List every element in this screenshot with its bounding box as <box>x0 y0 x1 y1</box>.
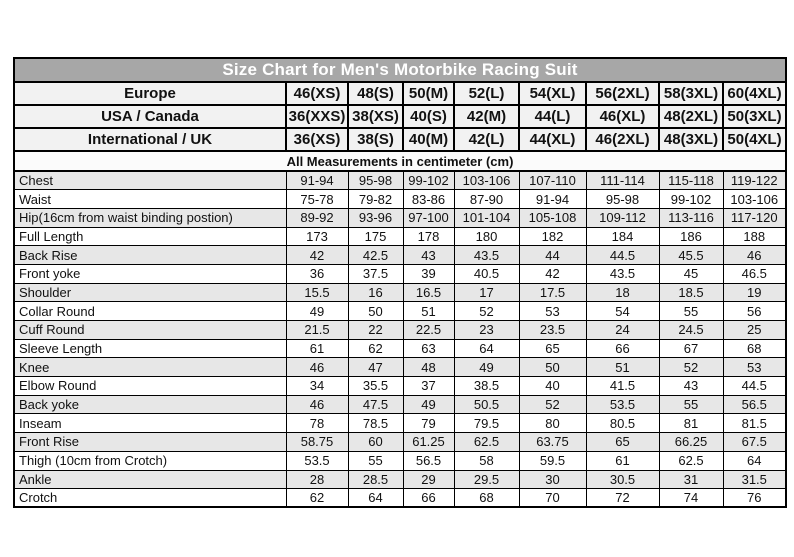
size-value-cell: 40(S) <box>403 105 454 128</box>
measurement-value-cell: 65 <box>586 433 659 452</box>
measurement-value-cell: 61 <box>286 339 348 358</box>
measurement-value-cell: 38.5 <box>454 377 519 396</box>
measurement-value-cell: 117-120 <box>723 208 786 227</box>
measurement-value-cell: 49 <box>454 358 519 377</box>
measurement-value-cell: 79.5 <box>454 414 519 433</box>
size-value-cell: 48(2XL) <box>659 105 723 128</box>
measurement-value-cell: 66 <box>403 489 454 508</box>
size-system-row <box>14 128 786 151</box>
measurement-value-cell: 46.5 <box>723 264 786 283</box>
size-value-cell: 38(S) <box>348 128 403 151</box>
measurement-label: Collar Round <box>14 302 286 321</box>
measurement-value-cell: 19 <box>723 283 786 302</box>
measurement-value-cell: 103-106 <box>454 171 519 190</box>
measurement-label: Back Rise <box>14 246 286 265</box>
measurement-value-cell: 17.5 <box>519 283 586 302</box>
measurement-value-cell: 47.5 <box>348 395 403 414</box>
measurement-value-cell: 42 <box>519 264 586 283</box>
measurement-value-cell: 47 <box>348 358 403 377</box>
measurement-value-cell: 53 <box>723 358 786 377</box>
size-value-cell: 52(L) <box>454 82 519 105</box>
measurement-value-cell: 43 <box>659 377 723 396</box>
measurement-value-cell: 64 <box>723 451 786 470</box>
measurement-label: Sleeve Length <box>14 339 286 358</box>
size-system-label: Europe <box>14 82 286 105</box>
measurement-value-cell: 95-98 <box>586 190 659 209</box>
measurement-value-cell: 44 <box>519 246 586 265</box>
measurement-value-cell: 180 <box>454 227 519 246</box>
measurement-value-cell: 29 <box>403 470 454 489</box>
size-value-cell: 48(S) <box>348 82 403 105</box>
measurement-value-cell: 62 <box>348 339 403 358</box>
measurement-value-cell: 52 <box>659 358 723 377</box>
measurement-value-cell: 42.5 <box>348 246 403 265</box>
measurement-value-cell: 83-86 <box>403 190 454 209</box>
measurement-value-cell: 25 <box>723 321 786 340</box>
measurement-value-cell: 46 <box>723 246 786 265</box>
measurement-value-cell: 35.5 <box>348 377 403 396</box>
measurement-value-cell: 81 <box>659 414 723 433</box>
measurement-row <box>14 414 786 433</box>
measurement-value-cell: 93-96 <box>348 208 403 227</box>
measurement-value-cell: 65 <box>519 339 586 358</box>
measurement-value-cell: 34 <box>286 377 348 396</box>
measurement-value-cell: 61.25 <box>403 433 454 452</box>
measurement-label: Chest <box>14 171 286 190</box>
measurement-value-cell: 50 <box>519 358 586 377</box>
measurement-label: Ankle <box>14 470 286 489</box>
measurement-value-cell: 91-94 <box>519 190 586 209</box>
measurement-value-cell: 55 <box>659 302 723 321</box>
size-value-cell: 44(XL) <box>519 128 586 151</box>
measurement-value-cell: 188 <box>723 227 786 246</box>
measurement-value-cell: 48 <box>403 358 454 377</box>
measurement-row <box>14 433 786 452</box>
measurement-value-cell: 52 <box>454 302 519 321</box>
measurement-value-cell: 55 <box>659 395 723 414</box>
measurement-value-cell: 59.5 <box>519 451 586 470</box>
measurement-value-cell: 79 <box>403 414 454 433</box>
measurement-value-cell: 87-90 <box>454 190 519 209</box>
measurement-value-cell: 115-118 <box>659 171 723 190</box>
measurement-value-cell: 63 <box>403 339 454 358</box>
size-value-cell: 46(2XL) <box>586 128 659 151</box>
measurement-value-cell: 49 <box>403 395 454 414</box>
measurement-value-cell: 113-116 <box>659 208 723 227</box>
measurement-row <box>14 470 786 489</box>
measurement-value-cell: 91-94 <box>286 171 348 190</box>
measurement-row <box>14 358 786 377</box>
measurement-value-cell: 31.5 <box>723 470 786 489</box>
measurement-value-cell: 97-100 <box>403 208 454 227</box>
measurement-value-cell: 56.5 <box>403 451 454 470</box>
measurement-value-cell: 70 <box>519 489 586 508</box>
chart-title: Size Chart for Men's Motorbike Racing Suit <box>14 58 786 82</box>
measurement-row <box>14 451 786 470</box>
measurement-row <box>14 227 786 246</box>
measurement-value-cell: 15.5 <box>286 283 348 302</box>
measurement-value-cell: 184 <box>586 227 659 246</box>
measurement-value-cell: 21.5 <box>286 321 348 340</box>
measurement-row <box>14 395 786 414</box>
measurement-value-cell: 80 <box>519 414 586 433</box>
measurement-label: Waist <box>14 190 286 209</box>
measurement-value-cell: 58.75 <box>286 433 348 452</box>
size-value-cell: 36(XS) <box>286 128 348 151</box>
measurement-value-cell: 50 <box>348 302 403 321</box>
size-value-cell: 58(3XL) <box>659 82 723 105</box>
measurement-value-cell: 43.5 <box>454 246 519 265</box>
measurement-value-cell: 58 <box>454 451 519 470</box>
measurement-value-cell: 111-114 <box>586 171 659 190</box>
size-value-cell: 46(XL) <box>586 105 659 128</box>
size-value-cell: 40(M) <box>403 128 454 151</box>
size-value-cell: 42(L) <box>454 128 519 151</box>
measurement-value-cell: 60 <box>348 433 403 452</box>
measurement-value-cell: 54 <box>586 302 659 321</box>
size-value-cell: 44(L) <box>519 105 586 128</box>
measurement-label: Thigh (10cm from Crotch) <box>14 451 286 470</box>
measurement-value-cell: 178 <box>403 227 454 246</box>
size-system-row <box>14 105 786 128</box>
measurement-value-cell: 29.5 <box>454 470 519 489</box>
measurement-label: Front Rise <box>14 433 286 452</box>
measurement-row <box>14 302 786 321</box>
measurement-label: Back yoke <box>14 395 286 414</box>
measurement-row <box>14 208 786 227</box>
measurement-value-cell: 68 <box>723 339 786 358</box>
measurement-value-cell: 81.5 <box>723 414 786 433</box>
size-value-cell: 60(4XL) <box>723 82 786 105</box>
measurement-value-cell: 76 <box>723 489 786 508</box>
size-system-row <box>14 82 786 105</box>
measurement-value-cell: 53.5 <box>286 451 348 470</box>
measurement-value-cell: 36 <box>286 264 348 283</box>
measurement-value-cell: 68 <box>454 489 519 508</box>
measurement-value-cell: 43.5 <box>586 264 659 283</box>
measurement-value-cell: 56 <box>723 302 786 321</box>
measurement-value-cell: 50.5 <box>454 395 519 414</box>
measurement-label: Cuff Round <box>14 321 286 340</box>
measurement-value-cell: 37 <box>403 377 454 396</box>
measurement-value-cell: 55 <box>348 451 403 470</box>
measurement-value-cell: 28 <box>286 470 348 489</box>
size-value-cell: 42(M) <box>454 105 519 128</box>
measurement-row <box>14 377 786 396</box>
measurement-value-cell: 45.5 <box>659 246 723 265</box>
measurement-value-cell: 22.5 <box>403 321 454 340</box>
measurement-value-cell: 37.5 <box>348 264 403 283</box>
measurement-value-cell: 78.5 <box>348 414 403 433</box>
measurement-value-cell: 22 <box>348 321 403 340</box>
measurement-value-cell: 103-106 <box>723 190 786 209</box>
measurement-value-cell: 45 <box>659 264 723 283</box>
measurement-label: Crotch <box>14 489 286 508</box>
measurement-value-cell: 101-104 <box>454 208 519 227</box>
measurement-row <box>14 190 786 209</box>
chart-title-row <box>14 58 786 82</box>
size-chart-table <box>13 57 787 508</box>
measurement-value-cell: 53 <box>519 302 586 321</box>
measurement-value-cell: 173 <box>286 227 348 246</box>
measurement-value-cell: 24.5 <box>659 321 723 340</box>
measurement-value-cell: 95-98 <box>348 171 403 190</box>
measurement-value-cell: 107-110 <box>519 171 586 190</box>
measurement-row <box>14 171 786 190</box>
measurement-value-cell: 67.5 <box>723 433 786 452</box>
measurement-value-cell: 30 <box>519 470 586 489</box>
size-value-cell: 48(3XL) <box>659 128 723 151</box>
measurement-label: Knee <box>14 358 286 377</box>
measurement-label: Full Length <box>14 227 286 246</box>
measurement-label: Front yoke <box>14 264 286 283</box>
measurement-value-cell: 67 <box>659 339 723 358</box>
size-value-cell: 50(M) <box>403 82 454 105</box>
measurement-value-cell: 23.5 <box>519 321 586 340</box>
measurement-value-cell: 74 <box>659 489 723 508</box>
measurement-value-cell: 51 <box>586 358 659 377</box>
measurement-value-cell: 109-112 <box>586 208 659 227</box>
measurement-row <box>14 246 786 265</box>
size-system-label: USA / Canada <box>14 105 286 128</box>
measurement-row <box>14 321 786 340</box>
measurement-note-row <box>14 151 786 171</box>
measurement-value-cell: 30.5 <box>586 470 659 489</box>
measurement-label: Hip(16cm from waist binding postion) <box>14 208 286 227</box>
measurement-value-cell: 16 <box>348 283 403 302</box>
measurement-value-cell: 18 <box>586 283 659 302</box>
measurement-value-cell: 61 <box>586 451 659 470</box>
measurement-note: All Measurements in centimeter (cm) <box>14 151 786 171</box>
measurement-row <box>14 489 786 508</box>
size-value-cell: 38(XS) <box>348 105 403 128</box>
measurement-value-cell: 43 <box>403 246 454 265</box>
size-value-cell: 50(3XL) <box>723 105 786 128</box>
measurement-value-cell: 31 <box>659 470 723 489</box>
measurement-value-cell: 44.5 <box>586 246 659 265</box>
measurement-value-cell: 182 <box>519 227 586 246</box>
measurement-value-cell: 39 <box>403 264 454 283</box>
measurement-value-cell: 63.75 <box>519 433 586 452</box>
measurement-label: Shoulder <box>14 283 286 302</box>
measurement-value-cell: 53.5 <box>586 395 659 414</box>
measurement-value-cell: 89-92 <box>286 208 348 227</box>
size-value-cell: 54(XL) <box>519 82 586 105</box>
measurement-value-cell: 62.5 <box>659 451 723 470</box>
measurement-value-cell: 52 <box>519 395 586 414</box>
measurement-value-cell: 105-108 <box>519 208 586 227</box>
measurement-value-cell: 41.5 <box>586 377 659 396</box>
measurement-value-cell: 42 <box>286 246 348 265</box>
measurement-value-cell: 64 <box>454 339 519 358</box>
measurement-value-cell: 175 <box>348 227 403 246</box>
size-value-cell: 56(2XL) <box>586 82 659 105</box>
measurement-value-cell: 56.5 <box>723 395 786 414</box>
measurement-value-cell: 64 <box>348 489 403 508</box>
measurement-value-cell: 78 <box>286 414 348 433</box>
size-value-cell: 46(XS) <box>286 82 348 105</box>
size-chart-body <box>14 58 786 507</box>
measurement-value-cell: 79-82 <box>348 190 403 209</box>
size-system-label: International / UK <box>14 128 286 151</box>
measurement-value-cell: 72 <box>586 489 659 508</box>
measurement-value-cell: 49 <box>286 302 348 321</box>
size-value-cell: 36(XXS) <box>286 105 348 128</box>
measurement-value-cell: 51 <box>403 302 454 321</box>
measurement-row <box>14 264 786 283</box>
measurement-value-cell: 23 <box>454 321 519 340</box>
measurement-value-cell: 17 <box>454 283 519 302</box>
measurement-value-cell: 46 <box>286 358 348 377</box>
measurement-label: Elbow Round <box>14 377 286 396</box>
measurement-value-cell: 99-102 <box>659 190 723 209</box>
measurement-value-cell: 66.25 <box>659 433 723 452</box>
measurement-value-cell: 66 <box>586 339 659 358</box>
measurement-value-cell: 24 <box>586 321 659 340</box>
measurement-row <box>14 339 786 358</box>
measurement-value-cell: 99-102 <box>403 171 454 190</box>
measurement-value-cell: 119-122 <box>723 171 786 190</box>
measurement-value-cell: 46 <box>286 395 348 414</box>
measurement-value-cell: 75-78 <box>286 190 348 209</box>
measurement-value-cell: 62 <box>286 489 348 508</box>
measurement-value-cell: 80.5 <box>586 414 659 433</box>
measurement-value-cell: 40.5 <box>454 264 519 283</box>
measurement-value-cell: 16.5 <box>403 283 454 302</box>
measurement-value-cell: 18.5 <box>659 283 723 302</box>
measurement-row <box>14 283 786 302</box>
measurement-value-cell: 28.5 <box>348 470 403 489</box>
size-value-cell: 50(4XL) <box>723 128 786 151</box>
measurement-value-cell: 186 <box>659 227 723 246</box>
measurement-label: Inseam <box>14 414 286 433</box>
measurement-value-cell: 44.5 <box>723 377 786 396</box>
measurement-value-cell: 40 <box>519 377 586 396</box>
measurement-value-cell: 62.5 <box>454 433 519 452</box>
